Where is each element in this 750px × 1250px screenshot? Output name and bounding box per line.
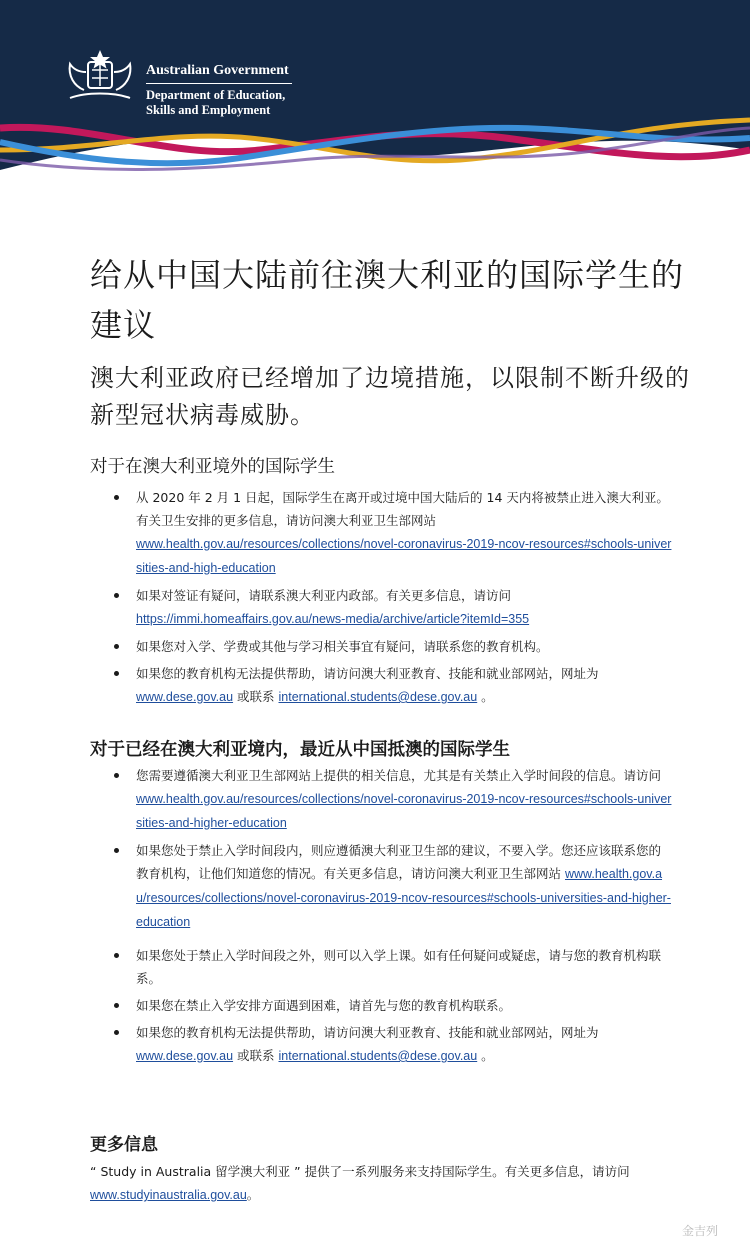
section-heading-outside: 对于在澳大利亚境外的国际学生 [90,457,335,477]
item-text-end: 。 [477,689,494,704]
bullet-icon [114,671,119,676]
dese-link[interactable]: www.dese.gov.au [136,690,234,704]
item-text: 如果对签证有疑问，请联系澳大利亚内政部。有关更多信息，请访问 [136,588,512,603]
item-text-end: 。 [477,1048,494,1063]
watermark-logo: 金吉列 [682,1224,719,1238]
list-item [112,764,672,835]
email-link[interactable]: international.students@dese.gov.au [278,1049,478,1063]
list-item [112,1021,672,1068]
coat-of-arms-icon [62,46,138,104]
header-banner [0,0,750,190]
studyinaustralia-link[interactable]: www.studyinaustralia.gov.au [90,1188,247,1202]
list-item [112,486,672,580]
health-gov-link[interactable]: www.health.gov.au/resources/collections/novel-coronavirus-2019-ncov-resources#schools-universities-and-higher-education [136,792,672,830]
section-heading-more-info: 更多信息 [90,1135,158,1155]
list-item [112,635,672,658]
bullet-icon [114,953,119,958]
health-gov-link[interactable]: www.health.gov.au/resources/collections/novel-coronavirus-2019-ncov-resources#schools-universities-and-higher-education [136,867,671,929]
department-name-line2: Skills and Employment [146,103,271,117]
item-text: 如果您处于禁止入学时间段内，则应遵循澳大利亚卫生部的建议，不要入学。您还应该联系您的教育机构，让他们知道您的情况。有关更多信息，请访问澳大利亚卫生部网站 [136,843,662,881]
more-info-text: “ Study in Australia 留学澳大利亚 ” 提供了一系列服务来支持国际学生。有关更多信息，请访问 [90,1164,630,1179]
email-link[interactable]: international.students@dese.gov.au [278,690,478,704]
bullet-icon [114,773,119,778]
list-item [112,662,672,709]
bullet-icon [114,495,119,500]
item-text-mid: 或联系 [233,689,279,704]
more-info-end: 。 [246,1187,260,1202]
bullet-icon [114,848,119,853]
page-title: 给从中国大陆前往澳大利亚的国际学生的建议 [90,256,685,344]
list-item [112,839,672,934]
item-text: 如果您在禁止入学安排方面遇到困难，请首先与您的教育机构联系。 [136,998,512,1013]
item-text: 如果您的教育机构无法提供帮助，请访问澳大利亚教育、技能和就业部网站，网址为 [136,666,599,681]
more-info-paragraph [90,1160,660,1207]
item-text: 从 2020 年 2 月 1 日起，国际学生在离开或过境中国大陆后的 14 天内将被禁止进入澳大利亚。有关卫生安排的更多信息，请访问澳大利亚卫生部网站 [136,490,669,528]
dese-link[interactable]: www.dese.gov.au [136,1049,234,1063]
list-item [112,584,672,631]
bullet-icon [114,644,119,649]
item-text: 您需要遵循澳大利亚卫生部网站上提供的相关信息，尤其是有关禁止入学时间段的信息。请访问 [136,768,662,783]
page-subtitle: 澳大利亚政府已经增加了边境措施，以限制不断升级的新型冠状病毒威胁。 [90,364,690,429]
bullet-icon [114,1030,119,1035]
section-heading-inside: 对于已经在澳大利亚境内，最近从中国抵澳的国际学生 [90,740,510,760]
bullet-icon [114,593,119,598]
homeaffairs-link[interactable]: https://immi.homeaffairs.gov.au/news-media/archive/article?itemId=355 [136,612,530,626]
list-item [112,944,672,990]
government-name: Australian Government [146,62,292,84]
item-text: 如果您对入学、学费或其他与学习相关事宜有疑问，请联系您的教育机构。 [136,639,549,654]
department-name-line1: Department of Education, [146,88,286,102]
health-gov-link[interactable]: www.health.gov.au/resources/collections/novel-coronavirus-2019-ncov-resources#schools-universities-and-high-education [136,537,672,575]
list-outside-australia [112,486,672,713]
government-branding [146,62,292,118]
list-inside-australia [112,764,672,1072]
bullet-icon [114,1003,119,1008]
item-text: 如果您处于禁止入学时间段之外，则可以入学上课。如有任何疑问或疑虑，请与您的教育机构联系。 [136,948,662,986]
list-item [112,994,672,1017]
item-text-mid: 或联系 [233,1048,279,1063]
item-text: 如果您的教育机构无法提供帮助，请访问澳大利亚教育、技能和就业部网站，网址为 [136,1025,599,1040]
